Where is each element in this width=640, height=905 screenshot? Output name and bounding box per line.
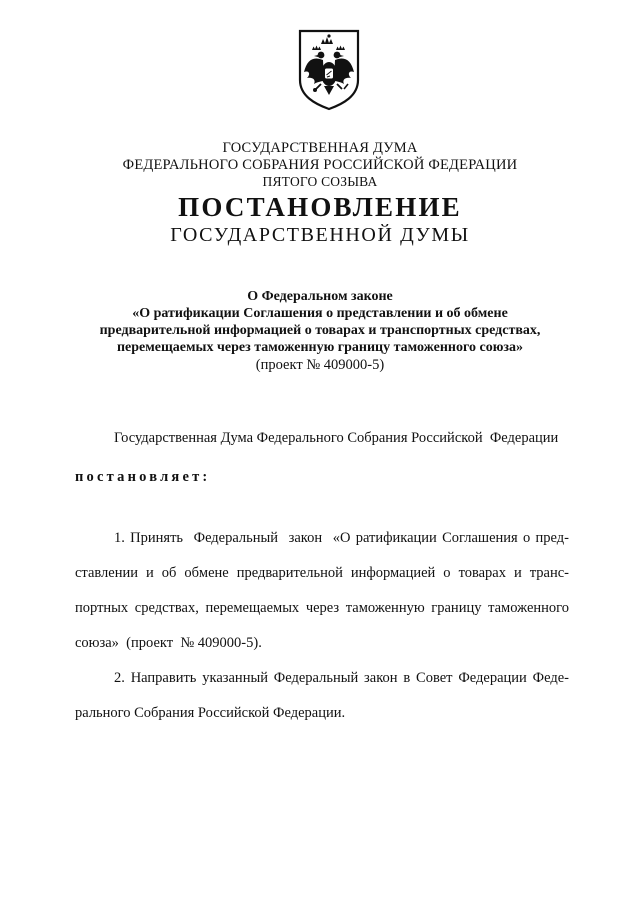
item-1-line-3: портных средствах, перемещаемых через таможенную границу таможенного: [75, 600, 569, 616]
document-type-title: ПОСТАНОВЛЕНИЕ: [178, 192, 462, 222]
subject-line-2: «О ратификации Соглашения о представлении и об обмене: [132, 306, 508, 321]
item-1-line-1: 1. Принять Федеральный закон «О ратификации Соглашения о пред-: [114, 530, 569, 546]
preamble-text: Государственная Дума Федерального Собрания Российской Федерации: [114, 430, 559, 446]
item-2-line-1: 2. Направить указанный Федеральный закон в Совет Федерации Феде-: [114, 670, 569, 686]
header-line-convocation: ПЯТОГО СОЗЫВА: [262, 174, 378, 189]
resolves-word: постановляет:: [75, 469, 211, 485]
document-organization: ГОСУДАРСТВЕННОЙ ДУМЫ: [170, 224, 470, 246]
subject-line-3: предварительной информацией о товарах и транспортных средствах,: [99, 323, 541, 338]
subject-line-1: О Федеральном законе: [247, 289, 393, 304]
item-2-line-2: рального Собрания Российской Федерации.: [75, 705, 346, 721]
item-1-line-4: союза» (проект № 409000-5).: [75, 635, 262, 651]
header-line-duma: ГОСУДАРСТВЕННАЯ ДУМА: [222, 140, 418, 156]
subject-line-4: перемещаемых через таможенную границу таможенного союза»: [116, 340, 524, 355]
item-1-line-2: ставлении и об обмене предварительной информацией о товарах и транс-: [75, 565, 569, 581]
header-line-assembly: ФЕДЕРАЛЬНОГО СОБРАНИЯ РОССИЙСКОЙ ФЕДЕРАЦИИ: [122, 157, 518, 173]
subject-project-number: (проект № 409000-5): [255, 357, 385, 373]
coat-of-arms-icon: [297, 28, 361, 112]
